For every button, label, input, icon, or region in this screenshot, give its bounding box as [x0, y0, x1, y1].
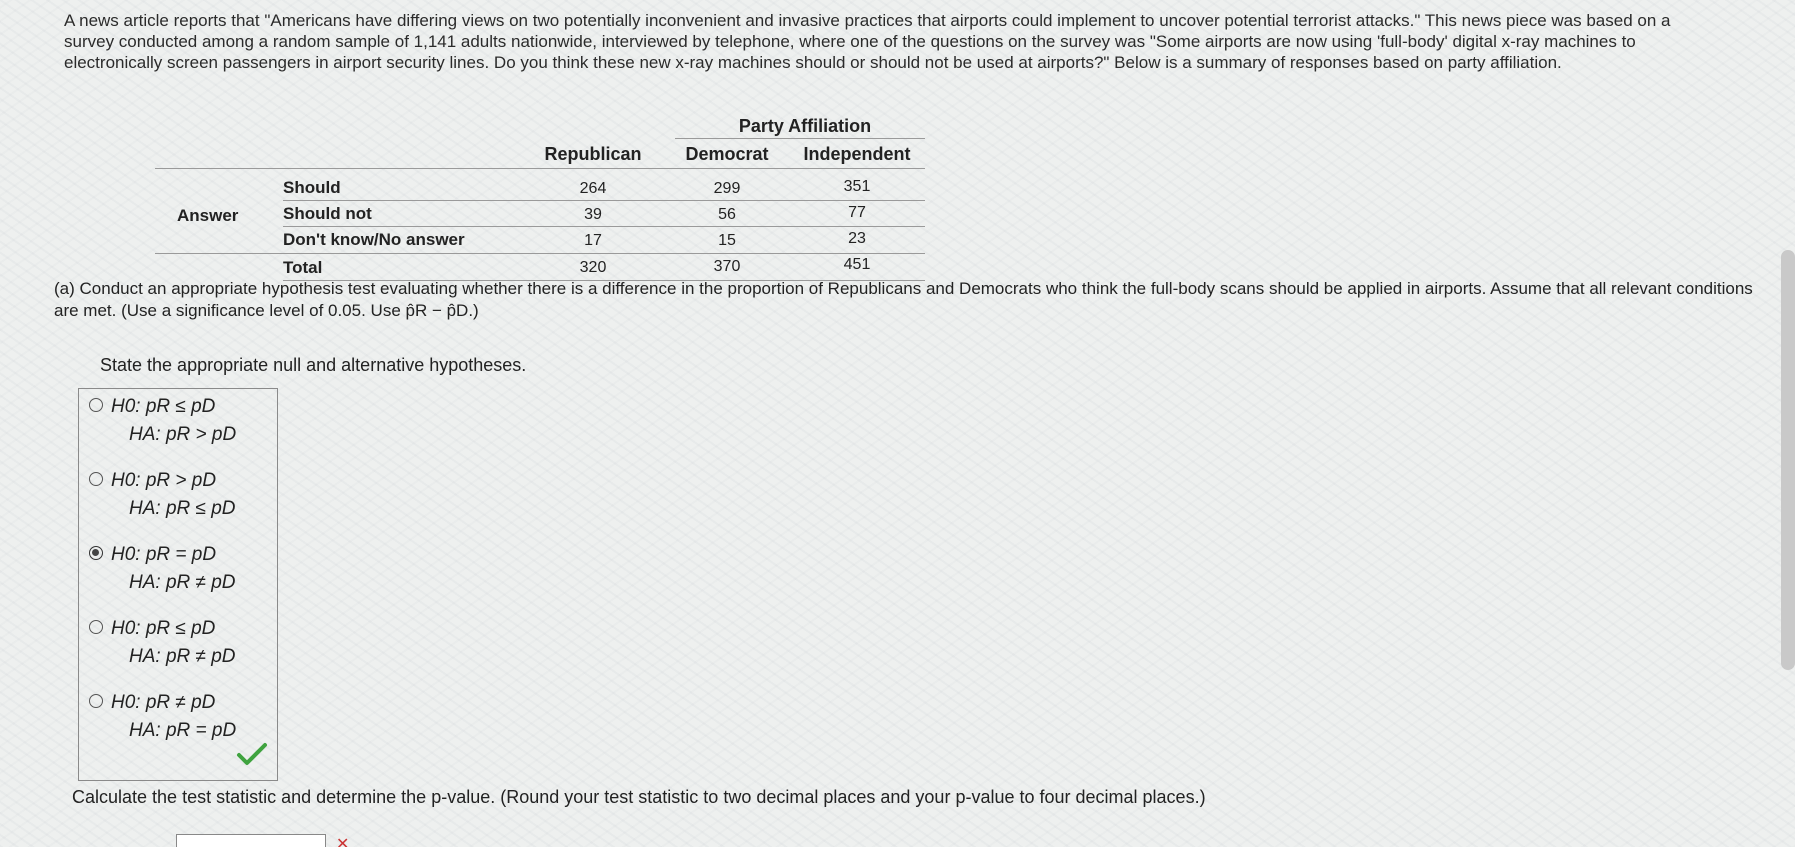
radio-button-selected[interactable] — [89, 546, 103, 560]
hypothesis-option-1[interactable] — [89, 393, 236, 449]
option-2-h0: H0: pR > pD — [111, 470, 217, 491]
option-5-h0: H0: pR ≠ pD — [111, 692, 216, 713]
cell-independent-should: 351 — [843, 178, 871, 195]
option-1-ha: HA: pR > pD — [129, 424, 237, 445]
cell-republican-total: 320 — [579, 259, 607, 276]
table-rule — [155, 253, 925, 254]
radio-button[interactable] — [89, 472, 103, 486]
party-affiliation-table — [155, 112, 925, 284]
part-a-prefix: (a) — [54, 279, 75, 298]
radio-button[interactable] — [89, 398, 103, 412]
row-label-should-not: Should not — [283, 204, 372, 223]
hypothesis-option-2[interactable] — [89, 467, 236, 523]
option-1-h0: H0: pR ≤ pD — [111, 396, 216, 417]
table-rule — [155, 168, 925, 169]
col-head-independent: Independent — [803, 144, 911, 164]
radio-button[interactable] — [89, 694, 103, 708]
col-head-democrat: Democrat — [685, 144, 769, 164]
cell-republican-should-not: 39 — [584, 206, 602, 223]
cell-independent-dont-know: 23 — [848, 230, 866, 247]
option-3-h0: H0: pR = pD — [111, 544, 217, 565]
table-rule — [283, 200, 925, 201]
option-4-h0: H0: pR ≤ pD — [111, 618, 216, 639]
correct-check-icon — [236, 742, 268, 766]
part-a-text: Conduct an appropriate hypothesis test evaluating whether there is a difference in the proportion of Republicans and Democrats who think the full-body scans should be applied in airports. Assume that all relevant conditions are met. (Use a significance level of 0.05. Use p̂R − p̂D.) — [54, 279, 1753, 320]
incorrect-x-icon: ✕ — [336, 836, 350, 847]
row-label-should: Should — [283, 178, 341, 197]
radio-button[interactable] — [89, 620, 103, 634]
cell-democrat-should-not: 56 — [718, 206, 736, 223]
cell-republican-dont-know: 17 — [584, 232, 602, 249]
test-statistic-input[interactable] — [176, 834, 326, 847]
cell-republican-should: 264 — [579, 180, 607, 197]
option-4-ha: HA: pR ≠ pD — [129, 646, 236, 667]
hypothesis-option-4[interactable] — [89, 615, 236, 671]
row-label-dont-know: Don't know/No answer — [283, 230, 465, 249]
table-rule — [675, 138, 925, 139]
cell-democrat-dont-know: 15 — [718, 232, 736, 249]
part-a-question — [54, 278, 1754, 322]
table-rule — [283, 226, 925, 227]
option-3-ha: HA: pR ≠ pD — [129, 572, 236, 593]
page-scrollbar[interactable] — [1781, 250, 1795, 670]
cell-independent-total: 451 — [843, 256, 871, 273]
cell-democrat-should: 299 — [713, 180, 741, 197]
row-label-total: Total — [283, 258, 323, 277]
cell-independent-should-not: 77 — [848, 204, 866, 221]
hypothesis-option-3[interactable] — [89, 541, 236, 597]
option-2-ha: HA: pR ≤ pD — [129, 498, 236, 519]
col-head-republican: Republican — [544, 144, 642, 164]
state-hypotheses-prompt: State the appropriate null and alternative hypotheses. — [100, 355, 527, 375]
option-5-ha: HA: pR = pD — [129, 720, 237, 741]
table-group-header: Party Affiliation — [738, 116, 872, 136]
hypotheses-options — [78, 388, 278, 781]
hypothesis-option-5[interactable] — [89, 689, 236, 745]
cell-democrat-total: 370 — [713, 258, 741, 275]
intro-paragraph: A news article reports that "Americans have differing views on two potentially inconvenient and invasive practices that airports could implement to uncover potential terrorist attacks." This news piece was based on a survey conducted among a random sample of 1,141 adults nationwide, interviewed by telephone, where one of the questions on the survey was "Some airports are now using 'full-body' digital x-ray machines to electronically screen passengers in airport security lines. Do you think these new x-ray machines should or should not be used at airports?" Below is a summary of responses based on party affiliation. — [64, 11, 1671, 72]
calculate-prompt: Calculate the test statistic and determine the p-value. (Round your test statistic to two decimal places and your p-value to four decimal places.) — [72, 787, 1206, 807]
answer-label: Answer — [177, 206, 239, 225]
